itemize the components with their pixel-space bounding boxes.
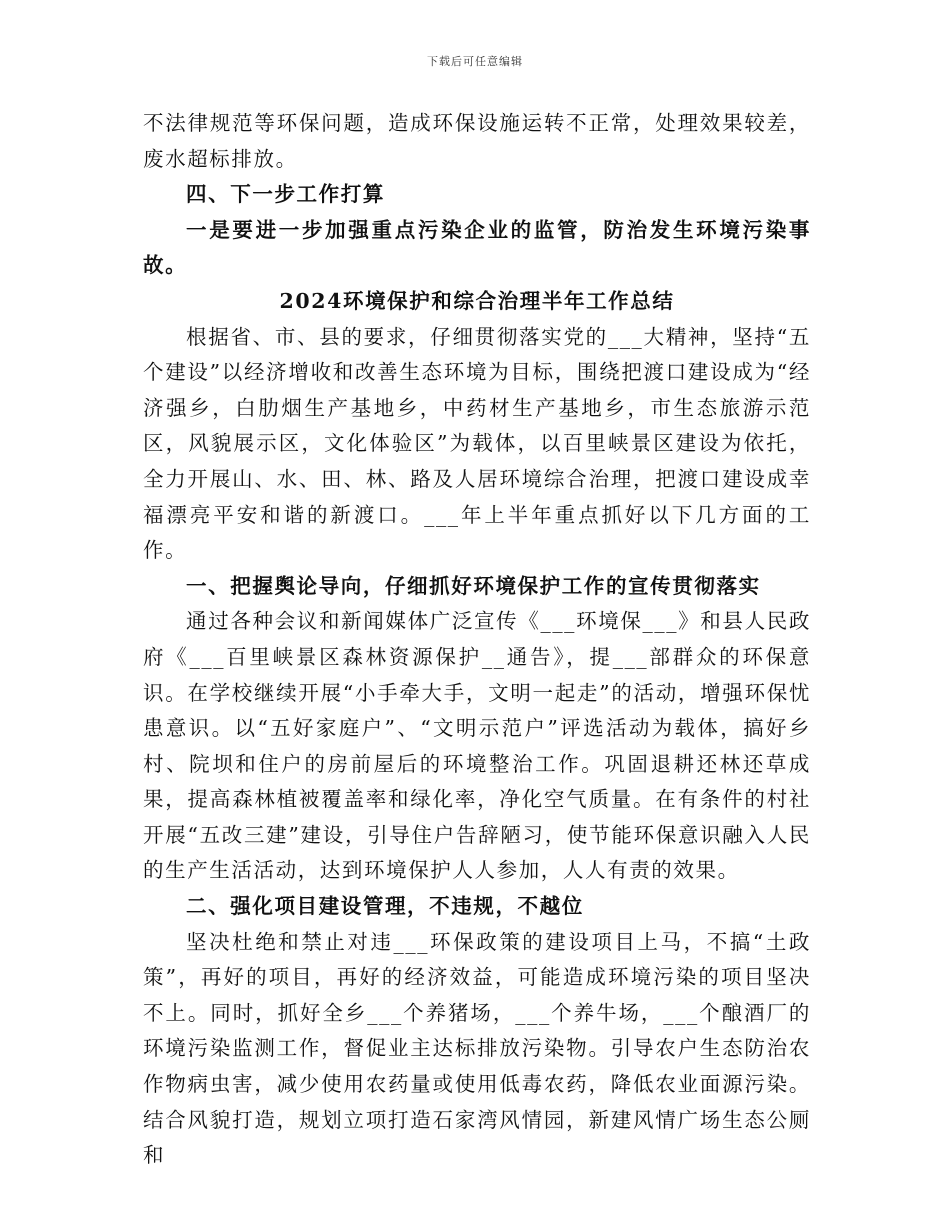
section-2-paragraph: 坚决杜绝和禁止对违___环保政策的建设项目上马，不搞“土政策”，再好的项目，再好的经济效益，可能造成环境污染的项目坚决不上。同时，抓好全乡___个养猪场，___个养牛场，___个酿酒厂的环境污染监测工作，督促业主达标排放污染物。引导农户生态防治农作物病虫害，减少使用农药量或使用低毒农药，降低农业面源污染。结合风貌打造，规划立项打造石家湾风情园，新建风情广场生态公厕和 (143, 929, 811, 1168)
bold-paragraph: 一是要进一步加强重点污染企业的监管，防治发生环境污染事故。 (143, 217, 811, 278)
section-heading-1: 一、把握舆论导向，仔细抓好环境保护工作的宣传贯彻落实 (186, 573, 761, 598)
intro-paragraph: 根据省、市、县的要求，仔细贯彻落实党的___大精神，坚持“五个建设”以经济增收和改善生态环境为目标，围绕把渡口建设成为“经济强乡，白肋烟生产基地乡，中药材生产基地乡，市生态旅游示范区，风貌展示区，文化体验区”为载体，以百里峡景区建设为依托，全力开展山、水、田、林、路及人居环境综合治理，把渡口建设成幸福漂亮平安和谐的新渡口。___年上半年重点抓好以下几方面的工作。 (143, 324, 811, 563)
section-heading-2: 二、强化项目建设管理，不违规，不越位 (186, 894, 584, 919)
document-title: 2024环境保护和综合治理半年工作总结 (279, 288, 675, 313)
document-body (143, 106, 811, 1174)
section-heading-4: 四、下一步工作打算 (186, 182, 385, 207)
page-header: 下载后可任意编辑 (427, 55, 523, 68)
section-1-paragraph: 通过各种会议和新闻媒体广泛宣传《___环境保___》和县人民政府《___百里峡景区森林资源保护__通告》，提___部群众的环保意识。在学校继续开展“小手牵大手，文明一起走”的活动，增强环保忧患意识。以“五好家庭户”、“文明示范户”评选活动为载体，搞好乡村、院坝和住户的房前屋后的环境整治工作。巩固退耕还林还草成果，提高森林植被覆盖率和绿化率，净化空气质量。在有条件的村社开展“五改三建”建设，引导住户告辞陋习，使节能环保意识融入人民的生产生活活动，达到环境保护人人参加，人人有责的效果。 (143, 609, 811, 883)
paragraph-continuation: 不法律规范等环保问题，造成环保设施运转不正常，处理效果较差，废水超标排放。 (143, 111, 811, 171)
